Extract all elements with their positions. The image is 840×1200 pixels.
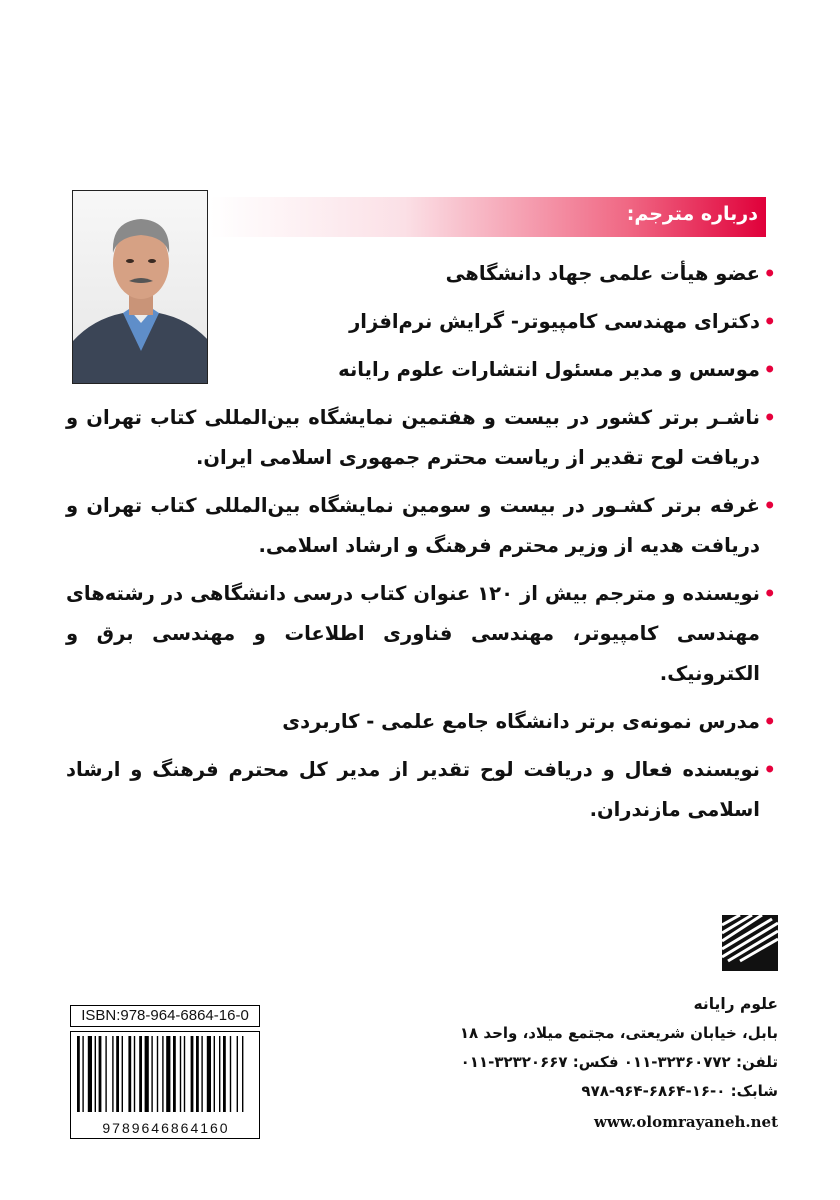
- barcode-bar: [134, 1036, 135, 1112]
- barcode-bar: [180, 1036, 181, 1112]
- publisher-info: [398, 990, 778, 1106]
- bullet-dot: •: [763, 582, 776, 605]
- barcode-bar: [95, 1036, 96, 1112]
- barcode-bar: [145, 1036, 149, 1112]
- isbn-digits: 9789646864160: [102, 1120, 230, 1136]
- bullet-text: غرفه برتر کشـور در بیست و سومین نمایشگاه بین‌المللی کتاب تهران و دریافت هدیه از وزیر محترم فرهنگ و ارشاد اسلامی.: [66, 494, 760, 557]
- barcode-bar: [191, 1036, 194, 1112]
- barcode-bar: [105, 1036, 106, 1112]
- barcode-bar: [201, 1036, 202, 1112]
- barcode-bar: [128, 1036, 131, 1112]
- barcode-bar: [184, 1036, 185, 1112]
- publisher-name: علوم رایانه: [693, 995, 778, 1013]
- bullet-dot: •: [763, 758, 776, 781]
- barcode-bar: [223, 1036, 226, 1112]
- bullet-text: دکترای مهندسی کامپیوتر- گرایش نرم‌افزار: [349, 310, 760, 333]
- isbn-barcode-box: [70, 1005, 260, 1138]
- header-band: [210, 197, 766, 237]
- bullet-text: ناشـر برتر کشور در بیست و هفتمین نمایشگاه بین‌المللی کتاب تهران و دریافت لوح تقدیر از ریاست محترم جمهوری اسلامی ایران.: [66, 406, 760, 469]
- barcode-bar: [157, 1036, 158, 1112]
- barcode-bar: [196, 1036, 199, 1112]
- barcode-bar: [139, 1036, 142, 1112]
- barcode-bar: [230, 1036, 231, 1112]
- list-item: [66, 302, 776, 342]
- publisher-logo-icon: [722, 915, 778, 971]
- bullet-text: عضو هیأت علمی جهاد دانشگاهی: [445, 262, 760, 285]
- barcode-bar: [99, 1036, 102, 1112]
- isbn-label: ISBN:978-964-6864-16-0: [70, 1005, 260, 1027]
- barcode-bar: [237, 1036, 238, 1112]
- section-title: درباره مترجم:: [626, 203, 758, 225]
- list-item: [66, 486, 776, 566]
- publisher-address: بابل، خیابان شریعتی، مجتمع میلاد، واحد ۱۸: [459, 1024, 778, 1042]
- barcode-bar: [77, 1036, 80, 1112]
- bullet-text: موسس و مدیر مسئول انتشارات علوم رایانه: [338, 358, 760, 381]
- list-item: [66, 398, 776, 478]
- bullet-text: نویسنده فعال و دریافت لوح تقدیر از مدیر کل محترم فرهنگ و ارشاد اسلامی مازندران.: [66, 758, 760, 821]
- barcode-bar: [166, 1036, 170, 1112]
- bullet-dot: •: [763, 358, 776, 381]
- barcode-bar: [162, 1036, 163, 1112]
- bullet-dot: •: [763, 406, 776, 429]
- barcode-bar: [82, 1036, 83, 1112]
- publisher-website[interactable]: www.olomrayaneh.net: [593, 1113, 778, 1131]
- bullet-dot: •: [763, 494, 776, 517]
- barcode-bar: [112, 1036, 113, 1112]
- list-item: [66, 574, 776, 694]
- bullet-dot: •: [763, 310, 776, 333]
- barcode-bar: [219, 1036, 220, 1112]
- publisher-phones: تلفن: ۳۲۳۶۰۷۷۲-۰۱۱ فکس: ۳۲۳۲۰۶۶۷-۰۱۱: [460, 1053, 778, 1071]
- barcode-bar: [207, 1036, 211, 1112]
- barcode-bar: [214, 1036, 215, 1112]
- publisher-isbn: شابک: ۰-۱۶-۶۸۶۴-۹۶۴-۹۷۸: [581, 1082, 778, 1100]
- bullet-dot: •: [763, 710, 776, 733]
- barcode-bar: [122, 1036, 123, 1112]
- barcode-bar: [242, 1036, 243, 1112]
- bullet-text: مدرس نمونه‌ی برتر دانشگاه جامع علمی - کاربردی: [282, 710, 760, 733]
- barcode: [70, 1031, 260, 1139]
- list-item: [66, 702, 776, 742]
- bullet-list: [66, 254, 776, 838]
- barcode-bar: [88, 1036, 92, 1112]
- list-item: [66, 350, 776, 390]
- bullet-text: نویسنده و مترجم بیش از ۱۲۰ عنوان کتاب درسی دانشگاهی در رشته‌های مهندسی کامپیوتر، مهندسی فناوری اطلاعات و مهندسی برق و الکترونیک.: [66, 582, 760, 685]
- barcode-bar: [116, 1036, 119, 1112]
- barcode-bar: [173, 1036, 176, 1112]
- list-item: [66, 750, 776, 830]
- barcode-bar: [151, 1036, 152, 1112]
- bullet-dot: •: [763, 262, 776, 285]
- barcode-bars: [71, 1032, 259, 1116]
- list-item: [66, 254, 776, 294]
